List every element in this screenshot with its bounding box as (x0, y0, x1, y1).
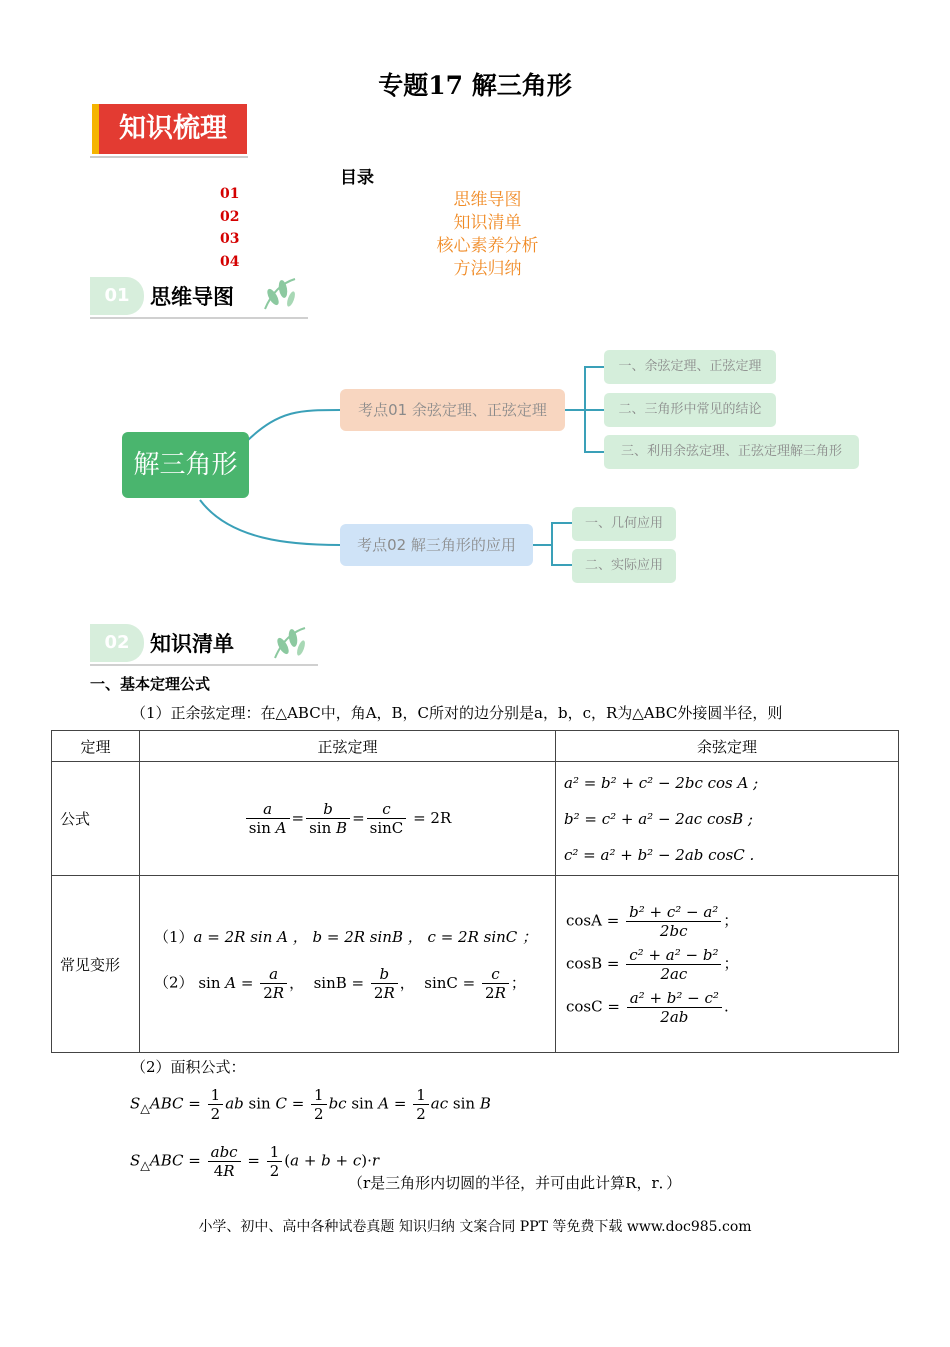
cosine-law-line: b² = c² + a² − 2ac cosB ; (564, 809, 753, 828)
sine-law-rhs: = 2R (413, 808, 452, 827)
cosine-law-line: a² = b² + c² − 2bc cos A ; (564, 773, 759, 792)
mindmap-leaf: 二、三角形中常见的结论 (604, 393, 776, 427)
table-header: 余弦定理 (556, 731, 899, 762)
variant-prefix: （2） (154, 973, 194, 992)
leaf-icon (265, 624, 315, 664)
theorem-table (51, 730, 899, 1053)
sine-variants-cell (140, 876, 556, 1053)
area-note: （r是三角形内切圆的半径，并可由此计算R，r．） (348, 1174, 682, 1192)
leaf-icon (255, 275, 305, 315)
intro-paragraph: （1）正余弦定理：在△ABC中，角A，B，C所对的边分别是a，b，c，R为△ABC外接圆半径，则 (131, 704, 783, 722)
section-title: 知识清单 (150, 632, 234, 656)
mindmap-leaf: 一、几何应用 (572, 507, 676, 541)
section-header-knowledge (90, 622, 318, 664)
cosA-label: cosA = (566, 911, 620, 929)
row-label: 常见变形 (52, 876, 140, 1053)
section-title: 思维导图 (150, 285, 234, 309)
cosB-label: cosB = (566, 954, 620, 972)
sine-law-formula: $\frac{a}{\text{sin A}}$ = $\frac{b}{\text{sin B}}$ = $\frac{c}{\sin C}$ = 2R (244, 809, 452, 827)
toc-link-knowledge[interactable]: 知识清单 (453, 213, 522, 233)
mindmap-leaf: 一、余弦定理、正弦定理 (604, 350, 776, 384)
cosine-law-cell (556, 762, 899, 876)
variant-formula: a = 2R sin A ， b = 2R sinB ， c = 2R sinC ； (193, 928, 538, 946)
toc-num: 02 (220, 209, 240, 225)
footer-text: 小学、初中、高中各种试卷真题 知识归纳 文案合同 PPT 等免费下载 www.doc985.com (198, 1219, 752, 1235)
sine-law-cell (140, 762, 556, 876)
mindmap-leaf: 三、利用余弦定理、正弦定理解三角形 (604, 435, 859, 469)
variant-sin-ratios: sin A = $\frac{a}{2R}$ ， sinB = $\frac{b}{2R}$ ， sinC = $\frac{c}{2R}$ ； (198, 965, 526, 1002)
badge-underline (90, 156, 248, 158)
mindmap-branch: 考点01 余弦定理、正弦定理 (340, 389, 565, 431)
mindmap-branch: 考点02 解三角形的应用 (340, 524, 533, 566)
mindmap-leaf: 二、实际应用 (572, 549, 676, 583)
section-number: 01 (90, 277, 144, 315)
area-heading: （2）面积公式： (131, 1058, 246, 1076)
toc-link-literacy[interactable]: 核心素养分析 (436, 236, 539, 256)
knowledge-badge: 知识梳理 (92, 104, 247, 154)
section-header-mindmap (90, 275, 308, 317)
section-underline (90, 664, 318, 666)
row-label: 公式 (52, 762, 140, 876)
section-underline (90, 317, 308, 319)
table-header: 正弦定理 (140, 731, 556, 762)
cosC-label: cosC = (566, 997, 620, 1015)
page-title: 专题17 解三角形 (378, 71, 572, 100)
cosine-law-line: c² = a² + b² − 2ab cosC . (564, 845, 755, 864)
toc-link-mindmap[interactable]: 思维导图 (453, 190, 522, 210)
toc-link-methods[interactable]: 方法归纳 (453, 259, 522, 279)
toc-num: 01 (220, 186, 240, 202)
toc-num: 03 (220, 231, 240, 247)
section-number: 02 (90, 624, 144, 662)
toc-heading: 目录 (340, 168, 374, 188)
variant-prefix: （1） (154, 928, 194, 946)
area-formula-2: $S_\triangle ABC$ = $\frac{\text{abc}}{4R}$ = $\frac{1}{2}$ (a + b + c)·r (130, 1143, 380, 1180)
toc-num: 04 (220, 254, 240, 270)
mindmap-root: 解三角形 (122, 432, 249, 498)
area-formula-1: $S_\triangle ABC$ = $\frac{1}{2}$ ab sin C = $\frac{1}{2}$ bc sin A = $\frac{1}{2}$ ac sin B (130, 1086, 491, 1123)
table-header: 定理 (52, 731, 140, 762)
heading-basic-formulas: 一、基本定理公式 (90, 675, 211, 693)
cos-variants-cell: cosA = $\frac{\text{b² + c² − a²}}{2bc}$ ； cosB = $\frac{\text{c² + a² − b²}}{2ac}$ ； cosC = $\frac{\text{a² + b² − c²}}{2ab}$ . (556, 876, 899, 1053)
